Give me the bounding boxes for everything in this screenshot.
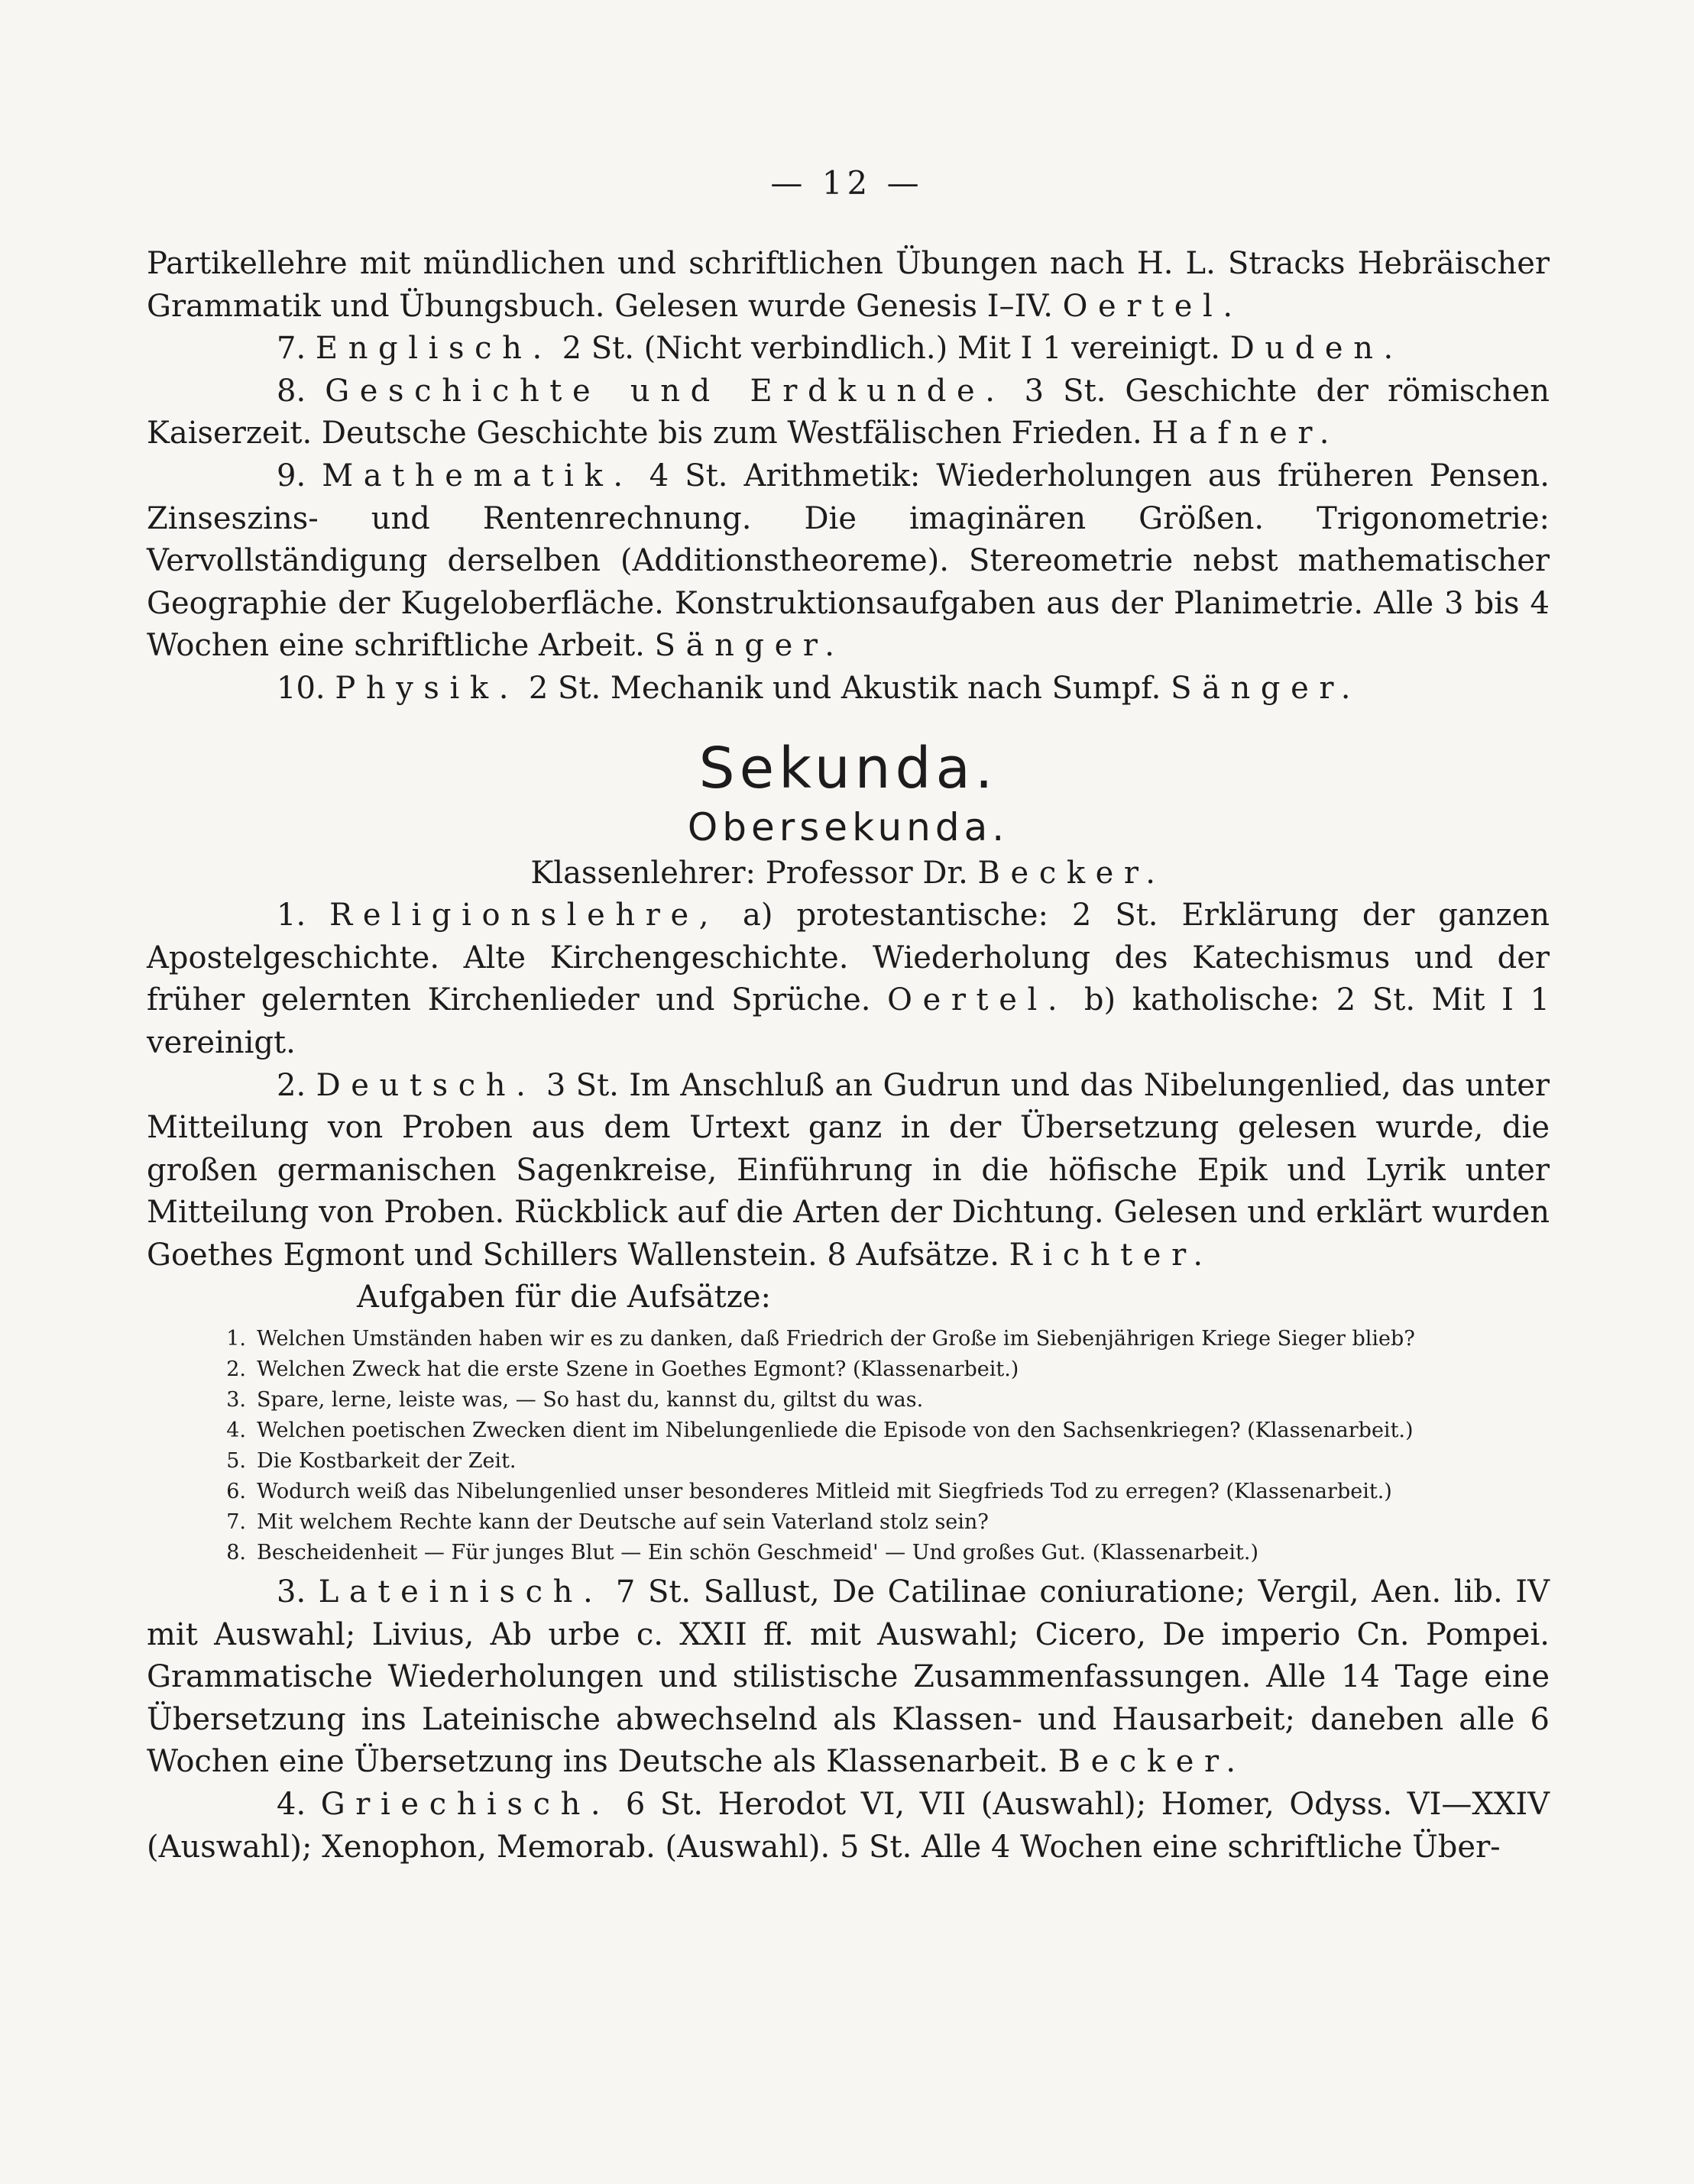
teacher-name: Sänger. <box>1171 670 1362 706</box>
section-title: Sekunda. <box>698 735 998 801</box>
subject-name: Religionslehre, <box>329 898 720 933</box>
subject-mathematik: 9. Mathematik. 4 St. Arithmetik: Wiederholungen aus früheren Pensen. Zinseszins- und Rentenrechnung. Die imaginären Größen. Trigonometrie: Vervollständigung derselben (Additionstheoreme). Stereometrie nebst mathematischer Geographie der Kugeloberfläche. Konstruktionsaufgaben aus der Planimetrie. Alle 3 bis 4 Wochen eine schriftliche Arbeit. Sänger. <box>147 458 1550 664</box>
list-item: 4. Welchen poetischen Zwecken dient im Nibelungenliede die Episode von den Sachsenkriegen? (Klassenarbeit.) <box>226 1419 1414 1443</box>
subject-name: Deutsch. <box>316 1067 536 1103</box>
page-number: — 12 — <box>770 164 924 202</box>
subject-name: Physik. <box>335 670 520 706</box>
intro-paragraph <box>147 243 1550 328</box>
teacher-name: Sänger. <box>654 628 845 664</box>
subject-religion: 1. Religionslehre, a) protestantische: 2 St. Erklärung der ganzen Apostelgeschichte. Alte Kirchengeschichte. Wiederholung des Katechismus und der früher gelernten Kirchenlieder und Sprüche. Oertel. b) katholische: 2 St. Mit I 1 vereinigt. <box>147 898 1550 1060</box>
teacher-name: Richter. <box>1009 1237 1213 1273</box>
list-item: 2. Welchen Zweck hat die erste Szene in Goethes Egmont? (Klassenarbeit.) <box>226 1357 1019 1382</box>
teacher-name: Duden. <box>1229 331 1404 367</box>
list-item: 8. Bescheidenheit — Für junges Blut — Ein schön Geschmeid' — Und großes Gut. (Klassenarbeit.) <box>226 1541 1258 1565</box>
teacher-name: Hafner. <box>1151 416 1340 451</box>
teacher-name: Becker. <box>977 855 1166 891</box>
subject-latein: 3. Lateinisch. 7 St. Sallust, De Catilinae coniuratione; Vergil, Aen. lib. IV mit Auswahl; Livius, Ab urbe c. XXII ff. mit Auswahl; Cicero, De imperio Cn. Pompei. Grammatische Wiederholungen und stilistische Zusammenfassungen. Alle 14 Tage eine Übersetzung ins Lateinische abwechselnd als Klassen- und Hausarbeit; daneben alle 6 Wochen eine Übersetzung ins Deutsche als Klassenarbeit. Becker. <box>147 1574 1550 1780</box>
list-item: 1. Welchen Umständen haben wir es zu danken, daß Friedrich der Große im Siebenjährigen Kriege Sieger blieb? <box>226 1327 1415 1351</box>
subject-deutsch: 2. Deutsch. 3 St. Im Anschluß an Gudrun und das Nibelungenlied, das unter Mitteilung von Proben aus dem Urtext ganz in der Übersetzung gelesen wurde, die großen germanischen Sagenkreise, Einführung in die höfische Epik und Lyrik unter Mitteilung von Proben. Rückblick auf die Arten der Dichtung. Gelesen und erklärt wurden Goethes Egmont und Schillers Wallenstein. 8 Aufsätze. Richter. <box>147 1067 1550 1273</box>
teacher-name: Oertel. <box>1062 288 1243 324</box>
subject-name: Englisch. <box>315 331 552 367</box>
list-item: 7. Mit welchem Rechte kann der Deutsche auf sein Vaterland stolz sein? <box>226 1510 989 1535</box>
subject-physik: 10. Physik. 2 St. Mechanik und Akustik nach Sumpf. Sänger. <box>277 670 1362 706</box>
aufgaben-title: Aufgaben für die Aufsätze: <box>357 1280 771 1315</box>
subject-name: Geschichte und Erdkunde. <box>325 373 1006 409</box>
section-subtitle: Obersekunda. <box>687 804 1009 849</box>
body-text <box>147 243 1550 1869</box>
subject-name: Griechisch. <box>320 1787 611 1823</box>
teacher-name: Becker. <box>1058 1744 1246 1780</box>
subject-name: Lateinisch. <box>318 1574 604 1610</box>
klassenlehrer-line: Klassenlehrer: Professor Dr. Becker. <box>530 855 1166 891</box>
list-item: 6. Wodurch weiß das Nibelungenlied unser besonderes Mitleid mit Siegfrieds Tod zu erregen? (Klassenarbeit.) <box>226 1480 1392 1504</box>
intro-text: Partikellehre mit mündlichen und schriftlichen Übungen nach H. L. Stracks Hebräischer Grammatik und Übungsbuch. Gelesen wurde Genesis I–IV. <box>147 246 1550 324</box>
list-item: 3. Spare, lerne, leiste was, — So hast du, kannst du, giltst du was. <box>226 1388 924 1412</box>
subject-name: Mathematik. <box>322 458 633 493</box>
subject-griechisch: 4. Griechisch. 6 St. Herodot VI, VII (Auswahl); Homer, Odyss. VI—XXIV (Auswahl); Xenophon, Memorab. (Auswahl). 5 St. Alle 4 Wochen eine schriftliche Über- <box>147 1787 1550 1865</box>
teacher-name: Oertel. <box>887 982 1068 1018</box>
aufgaben-list <box>147 1324 1550 1568</box>
subject-geschichte: 8. Geschichte und Erdkunde. 3 St. Geschichte der römischen Kaiserzeit. Deutsche Geschichte bis zum Westfälischen Frieden. Hafner. <box>147 373 1550 451</box>
subject-englisch: 7. Englisch. 2 St. (Nicht verbindlich.) Mit I 1 vereinigt. Duden. <box>277 331 1404 367</box>
list-item: 5. Die Kostbarkeit der Zeit. <box>226 1449 517 1474</box>
